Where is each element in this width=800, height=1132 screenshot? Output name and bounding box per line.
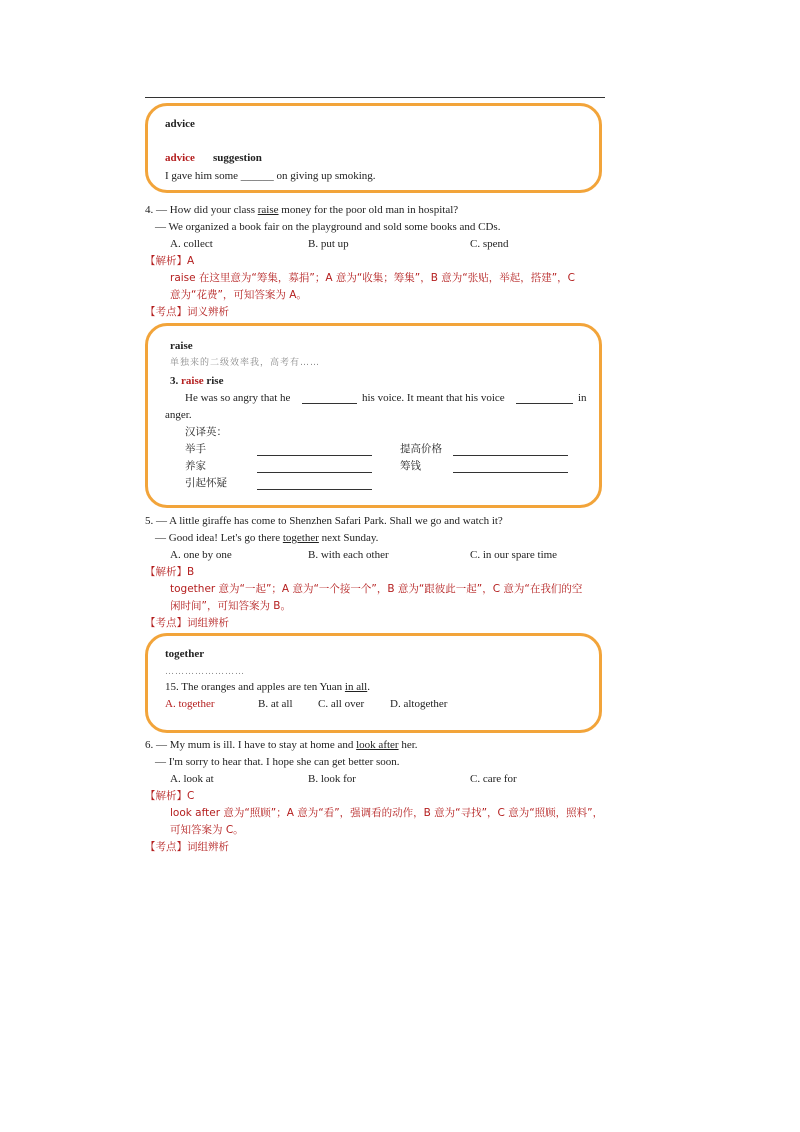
question-6-option-a: A. look at xyxy=(170,773,214,785)
together-box-faded-line: …………………… xyxy=(165,666,245,676)
question-6-option-b: B. look for xyxy=(308,773,356,785)
translation-blank-4[interactable] xyxy=(453,472,568,473)
question-5-number: 5. xyxy=(145,515,154,527)
raise-box-title: raise xyxy=(170,340,193,352)
together-option-c: C. all over xyxy=(318,698,365,710)
raise-box-faded-line: 单独来的二级效率我，高考有…… xyxy=(170,358,321,368)
raise-sentence-part1: He was so angry that he xyxy=(185,392,291,404)
question-4-kaodian: 【考点】词义辨析 xyxy=(145,306,229,318)
question-4-number: 4. xyxy=(145,204,154,216)
header-rule xyxy=(145,97,605,98)
raise-sentence-part3: in xyxy=(578,392,587,404)
translation-item-5: 引起怀疑 xyxy=(185,477,227,489)
question-5-analysis-line2: 闲时间”，可知答案为 B。 xyxy=(170,600,291,612)
together-box-title: together xyxy=(165,648,205,660)
question-5-keyword: together xyxy=(282,532,319,544)
question-6-option-c: C. care for xyxy=(470,773,517,785)
question-6-line2: — I'm sorry to hear that. I hope she can get better soon. xyxy=(155,756,400,768)
advice-word: advice xyxy=(165,152,195,164)
translation-blank-2[interactable] xyxy=(453,455,568,456)
question-4-analysis-tag: 【解析】A xyxy=(145,255,195,267)
question-6-number: 6. xyxy=(145,739,154,751)
question-5-option-a: A. one by one xyxy=(170,549,232,561)
raise-exercise-heading: 3. raise rise xyxy=(170,375,224,387)
raise-blank-2[interactable] xyxy=(516,403,573,404)
question-4-analysis-line1: raise 在这里意为“筹集，募捐”；A 意为“收集；筹集”，B 意为“张贴，举起，搭建”，C xyxy=(170,272,575,284)
raise-sentence-part4: anger. xyxy=(165,409,192,421)
question-5-line1: 5. — A little giraffe has come to Shenzhen Safari Park. Shall we go and watch it? xyxy=(145,515,503,527)
translation-blank-3[interactable] xyxy=(257,472,372,473)
question-5-option-b: B. with each other xyxy=(308,549,389,561)
question-6-keyword: look after xyxy=(356,739,399,751)
question-6-analysis-line1: look after 意为“照顾”；A 意为“看”，强调看的动作，B 意为“寻找”，C 意为“照顾，照料”， xyxy=(170,807,604,819)
question-4-option-c: C. spend xyxy=(470,238,509,250)
translation-item-3: 养家 xyxy=(185,460,206,472)
raise-blank-1[interactable] xyxy=(302,403,357,404)
question-5-option-c: C. in our spare time xyxy=(470,549,558,561)
translation-item-1: 举手 xyxy=(185,443,206,455)
together-exercise-sentence: 15. The oranges and apples are ten Yuan in all. xyxy=(165,681,370,693)
translation-title: 汉译英： xyxy=(185,426,227,438)
translation-blank-5[interactable] xyxy=(257,489,372,490)
translation-item-4: 筹钱 xyxy=(400,460,421,472)
raise-sentence-part2: his voice. It meant that his voice xyxy=(362,392,505,404)
raise-word: raise xyxy=(181,375,204,387)
translation-item-2: 提高价格 xyxy=(400,443,442,455)
question-6-kaodian: 【考点】词组辨析 xyxy=(145,841,229,853)
question-4-option-a: A. collect xyxy=(170,238,213,250)
rise-word: rise xyxy=(206,375,224,387)
question-5-kaodian: 【考点】词组辨析 xyxy=(145,617,229,629)
together-option-b: B. at all xyxy=(258,698,293,710)
question-5-analysis-line1: together 意为“一起”；A 意为“一个接一个”，B 意为“跟彼此一起”，C 意为“在我们的空 xyxy=(170,583,583,595)
advice-example-sentence: I gave him some ______ on giving up smoking. xyxy=(165,170,376,182)
question-6-analysis-tag: 【解析】C xyxy=(145,790,195,802)
question-5-analysis-tag: 【解析】B xyxy=(145,566,195,578)
question-4-keyword: raise xyxy=(257,204,279,216)
together-option-a: A. together xyxy=(165,698,215,710)
translation-blank-1[interactable] xyxy=(257,455,372,456)
together-option-d: D. altogether xyxy=(390,698,448,710)
question-4-analysis-line2: 意为“花费”，可知答案为 A。 xyxy=(170,289,307,301)
suggestion-word: suggestion xyxy=(213,152,262,164)
question-6-analysis-line2: 可知答案为 C。 xyxy=(170,824,244,836)
question-6-line1: 6. — My mum is ill. I have to stay at home and look after her. xyxy=(145,739,418,751)
question-5-line2: — Good idea! Let's go there together next Sunday. xyxy=(155,532,379,544)
together-exercise-keyword: in all xyxy=(344,681,368,693)
question-4-option-b: B. put up xyxy=(308,238,349,250)
question-4-line1: 4. — How did your class raise money for the poor old man in hospital? xyxy=(145,204,459,216)
advice-box-title: advice xyxy=(165,118,195,130)
question-4-line2: — We organized a book fair on the playground and sold some books and CDs. xyxy=(155,221,501,233)
